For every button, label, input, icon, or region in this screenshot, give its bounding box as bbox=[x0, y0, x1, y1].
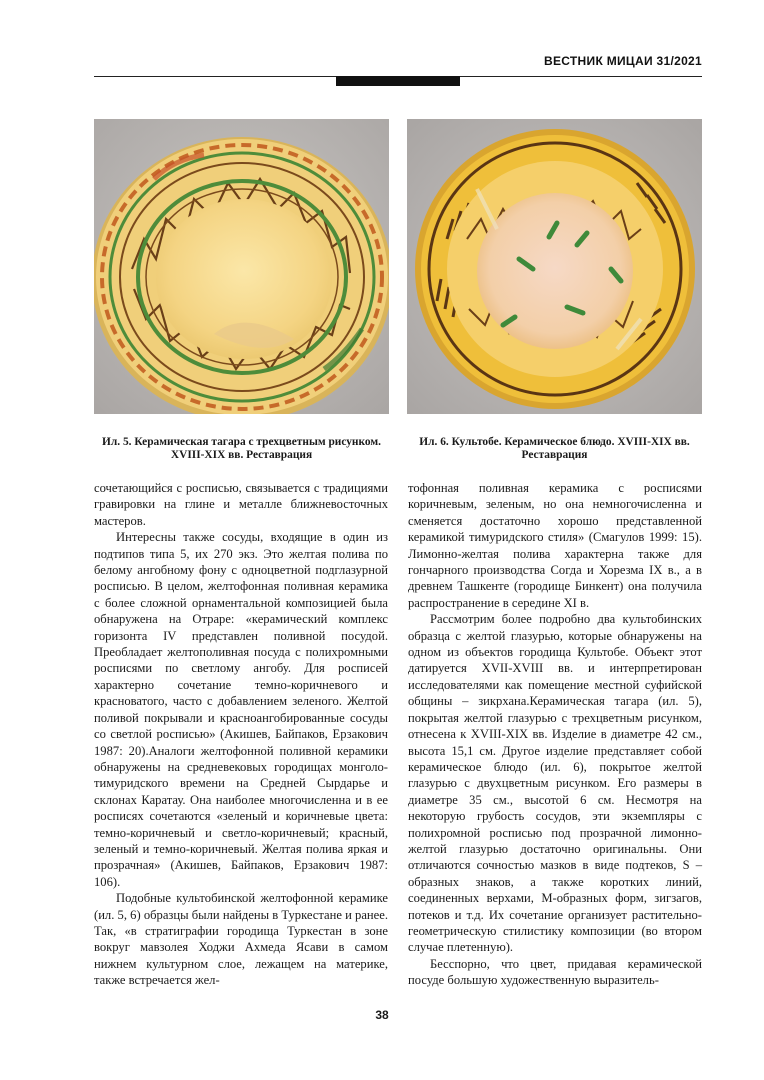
paragraph: тофонная поливная керамика с росписями коричневым, зеленым, но она немногочисленна и сменяется достаточно хорошо представленной керамикой тимуридского стиля» (Смагулов 1999: 15). Лимонно-желтая полива характерна также для гончарного производства Согда и Хорезма IX в., а в древнем Ташкенте (городище Бинкент) она получила распространение в середине XI в. bbox=[408, 481, 702, 610]
figure-5-caption: Ил. 5. Керамическая тагара с трехцветным рисунком. XVIII-XIX вв. Реставрация bbox=[102, 436, 381, 461]
text-column-right bbox=[408, 480, 702, 989]
paragraph: Интересны также сосуды, входящие в один из подтипов типа 5, их 270 экз. Это желтая полива по белому ангобному фону с одноцветной подглазурной росписью. В целом, желтофонная поливная керамика с более сложной орнаментальной композицией была обнаружена на Отраре: «керамический комплекс горизонта IV представлен поливной посудой. Преобладает желтополивная посуда с полихромными росписями по светлому ангобу. Для росписей характерно сочетание темно-коричневого и красноватого, часто с добавлением зеленого. Желтой поливой покрывали и красноангобированные сосуды со светлой росписью» (Акишев, Байпаков, Ерзакович 1987: 20).Аналоги желтофонной поливной керамики обнаружены на средневековых городищах монголо-тимуридского времени на Средней Сырдарье и склонах Каратау. Она наиболее многочисленна и в ее росписях сочетаются «зеленый и коричневые цвета: темно-коричневый и светло-коричневый; красный, зеленый и темно-коричневый. Желтая полива яркая и прозрачная» (Акишев, Байпаков, Ерзакович 1987: 106). bbox=[94, 530, 388, 889]
paragraph: Бесспорно, что цвет, придавая керамической посуде большую художественную выразитель- bbox=[408, 956, 702, 988]
paragraph: сочетающийся с росписью, связывается с традициями гравировки на глине и металле ближневосточных мастеров. bbox=[94, 481, 388, 528]
figure-6-caption: Ил. 6. Культобе. Керамическое блюдо. XVIII-XIX вв. Реставрация bbox=[419, 436, 690, 461]
page-number: 38 bbox=[375, 1008, 389, 1022]
figure-6-photo bbox=[407, 119, 702, 414]
paragraph: Подобные культобинской желтофонной керамике (ил. 5, 6) образцы были найдены в Туркестане и ранее. Так, «в стратиграфии городища Туркестан в зоне вокруг мавзолея Ходжи Ахмеда Ясави в самом нижнем культурном слое, лежащем на материке, также встречается жел- bbox=[94, 891, 388, 988]
text-column-left bbox=[94, 480, 388, 989]
journal-title: ВЕСТНИК МИЦАИ 31/2021 bbox=[543, 54, 702, 68]
paragraph: Рассмотрим более подробно два культобинских образца с желтой глазурью, которые обнаружены на одном из объектов городища Культобе. Объект этот датируется XVII-XVIII вв. и интерпретирован исследователями как помещение местной суфийской общины – зикрхана.Керамическая тагара (ил. 5), покрытая желтой глазурью с трехцветным рисунком, отнесена к XVIII-XIX вв. Изделие в диаметре 42 см., высота 15,1 см. Другое изделие представляет собой керамическое блюдо (ил. 6), покрытое желтой глазурью с двухцветным рисунком. Его размеры в диаметре 35 см., высотой 6 см. Несмотря на некоторую грубость сосудов, эти экземпляры с полихромной росписью под прозрачной лимонно-желтой глазурью достаточно оригинальны. Они отличаются сочностью мазков в виде подтеков, S – образных знаков, а также коротких линий, соединенных верхами, М-образных форм, зигзагов, потеков и т.д. Их сочетание организует растительно-геометрическую стилистику композиции (во втором случае плетенную). bbox=[408, 612, 702, 955]
figure-5-photo bbox=[94, 119, 389, 414]
header-rule-block bbox=[336, 76, 460, 86]
